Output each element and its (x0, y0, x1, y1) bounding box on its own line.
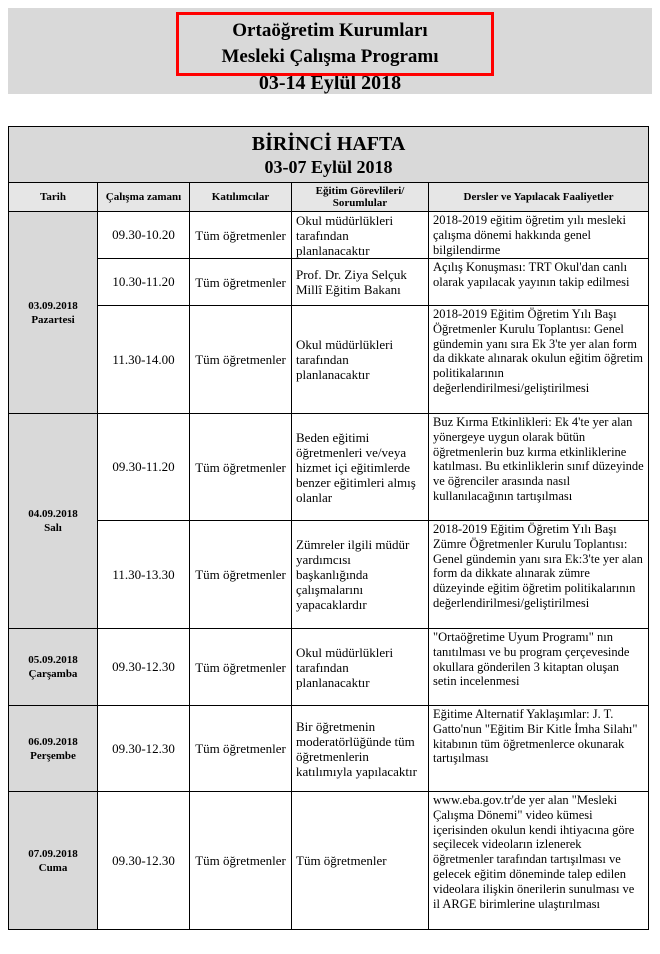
table-row (9, 306, 649, 414)
activity-cell: www.eba.gov.tr'de yer alan "Mesleki Çalışma Dönemi" video kümesi içerisinden okulun kendi ihtiyacına göre seçilecek videoların izlenerek öğretmenler tarafından tartışılması ve gelecek eğitim döneminde talep edilen videolara ilişkin önerilerin sunulması ve il ARGE birimlerine ulaştırılması (429, 792, 649, 930)
date-cell-tuesday (9, 414, 98, 629)
week-title-cell (9, 127, 649, 183)
responsible-cell: Zümreler ilgili müdür yardımcısı başkanlığında çalışmalarını yapacaklardır (292, 521, 429, 629)
time-cell: 09.30-12.30 (98, 792, 190, 930)
day-name: Cuma (38, 861, 68, 874)
date-value: 03.09.2018 (28, 299, 78, 312)
header-time: Çalışma zamanı (98, 183, 190, 212)
activity-cell: "Ortaöğretime Uyum Programı" nın tanıtılması ve bu program çerçevesinde okullara gönderilen 3 kitaptan oluşan setin incelenmesi (429, 629, 649, 706)
red-highlight-box (176, 12, 494, 76)
column-header-row (9, 183, 649, 212)
responsible-cell: Bir öğretmenin moderatörlüğünde tüm öğretmenlerin katılımıyla yapılacaktır (292, 706, 429, 792)
date-value: 06.09.2018 (28, 735, 78, 748)
date-cell-thursday (9, 706, 98, 792)
date-value: 07.09.2018 (28, 847, 78, 860)
day-name: Pazartesi (31, 313, 75, 326)
participants-cell: Tüm öğretmenler (190, 706, 292, 792)
date-value: 05.09.2018 (28, 654, 78, 666)
date-cell-friday (9, 792, 98, 930)
responsible-cell: Beden eğitimi öğretmenleri ve/veya hizmet içi eğitimlerde benzer eğitimleri almış olanlar (292, 414, 429, 521)
title-line-2: Mesleki Çalışma Programı (221, 46, 439, 67)
activity-cell: Buz Kırma Etkinlikleri: Ek 4'te yer alan yönergeye uygun olarak bütün öğretmenlerin buz kırma etkinliklerine katılması. Bu etkinliklerin sınıf düzeyinde ve öğrenciler arasında nasıl kullanılacağının tartışılması (429, 414, 649, 521)
time-cell: 09.30-12.30 (98, 706, 190, 792)
responsible-cell: Okul müdürlükleri tarafından planlanacaktır (292, 629, 429, 706)
header-date: Tarih (9, 183, 98, 212)
date-value: 04.09.2018 (28, 508, 78, 520)
activity-cell: 2018-2019 Eğitim Öğretim Yılı Başı Zümre Öğretmenler Kurulu Toplantısı: Genel gündemin yanı sıra Ek:3'te yer alan form da dikkate alınarak zümre düzeyinde eğitim öğretim politikalarının değerlendirilmesi/geliştirilmesi (429, 521, 649, 629)
activity-cell: 2018-2019 Eğitim Öğretim Yılı Başı Öğretmenler Kurulu Toplantısı: Genel gündemin yanı sıra Ek 3'te yer alan form da dikkate alınarak okulun eğitim öğretim politikalarının değerlendirilmesi/geliştirilmesi (429, 306, 649, 414)
activity-cell: 2018-2019 eğitim öğretim yılı mesleki çalışma dönemi hakkında genel bilgilendirme (429, 212, 649, 259)
activity-cell: Açılış Konuşması: TRT Okul'dan canlı olarak yapılacak yayının takip edilmesi (429, 259, 649, 306)
table-row (9, 521, 649, 629)
table-row (9, 414, 649, 521)
header-activities: Dersler ve Yapılacak Faaliyetler (429, 183, 649, 212)
participants-cell: Tüm öğretmenler (190, 259, 292, 306)
participants-cell: Tüm öğretmenler (190, 521, 292, 629)
title-line-1: Ortaöğretim Kurumları (232, 20, 428, 41)
participants-cell: Tüm öğretmenler (190, 629, 292, 706)
day-name: Salı (44, 522, 62, 534)
responsible-cell: Prof. Dr. Ziya Selçuk Millî Eğitim Bakanı (292, 259, 429, 306)
time-cell: 10.30-11.20 (98, 259, 190, 306)
participants-cell: Tüm öğretmenler (190, 414, 292, 521)
day-name: Perşembe (30, 749, 76, 762)
responsible-cell: Tüm öğretmenler (292, 792, 429, 930)
table-row (9, 792, 649, 930)
week-dates: 03-07 Eylül 2018 (264, 156, 393, 177)
responsible-cell: Okul müdürlükleri tarafından planlanacaktır (292, 212, 429, 259)
table-row (9, 259, 649, 306)
time-cell: 09.30-12.30 (98, 629, 190, 706)
table-row (9, 706, 649, 792)
title-date-range: 03-14 Eylül 2018 (258, 72, 402, 94)
table-row (9, 212, 649, 259)
responsible-cell: Okul müdürlükleri tarafından planlanacaktır (292, 306, 429, 414)
document-title-box (8, 8, 652, 94)
header-responsible: Eğitim Görevlileri/ Sorumlular (292, 183, 429, 212)
day-name: Çarşamba (28, 668, 78, 680)
week-title: BİRİNCİ HAFTA (251, 132, 406, 155)
participants-cell: Tüm öğretmenler (190, 306, 292, 414)
date-cell-wednesday (9, 629, 98, 706)
time-cell: 11.30-14.00 (98, 306, 190, 414)
table-row (9, 629, 649, 706)
participants-cell: Tüm öğretmenler (190, 792, 292, 930)
activity-cell: Eğitime Alternatif Yaklaşımlar: J. T. Gatto'nun "Eğitim Bir Kitle İmha Silahı" kitabının tüm öğretmenlerce okunarak tartışılması (429, 706, 649, 792)
schedule-table (8, 126, 649, 930)
participants-cell: Tüm öğretmenler (190, 212, 292, 259)
time-cell: 09.30-11.20 (98, 414, 190, 521)
week-title-row (9, 127, 649, 183)
header-participants: Katılımcılar (190, 183, 292, 212)
time-cell: 09.30-10.20 (98, 212, 190, 259)
time-cell: 11.30-13.30 (98, 521, 190, 629)
date-cell-monday (9, 212, 98, 414)
